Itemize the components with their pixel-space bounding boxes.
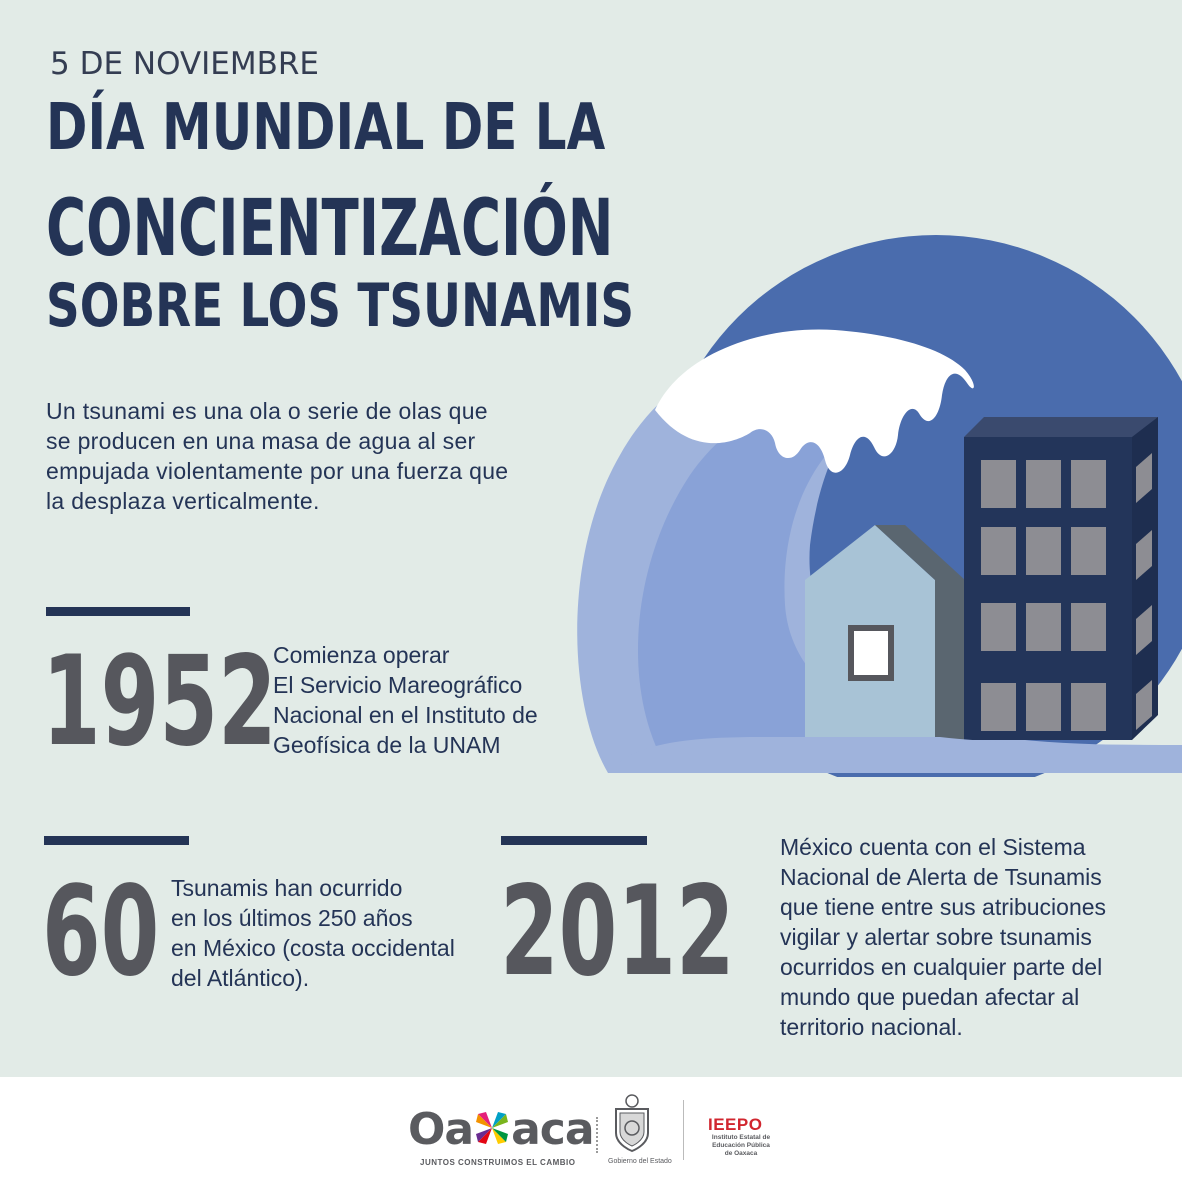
fact-2012-line: vigilar y alertar sobre tsunamis xyxy=(780,924,1092,950)
fact-1952-number: 1952 xyxy=(42,630,277,774)
footer-divider xyxy=(683,1100,684,1160)
tower-window xyxy=(1026,603,1061,651)
fact-60-line: en los últimos 250 años xyxy=(171,905,413,931)
fact-60-bar xyxy=(44,836,189,845)
shield-icon xyxy=(612,1093,652,1155)
tsunami-illustration xyxy=(560,225,1182,777)
title-line-3: SOBRE LOS TSUNAMIS xyxy=(46,271,635,341)
tower-window xyxy=(981,460,1016,508)
ieepo-line: de Oaxaca xyxy=(724,1150,758,1157)
fact-2012-line: Nacional de Alerta de Tsunamis xyxy=(780,864,1102,890)
title-line-2: CONCIENTIZACIÓN xyxy=(46,184,614,274)
ieepo-full-name xyxy=(703,1134,779,1158)
tower-window xyxy=(1026,527,1061,575)
tower-window xyxy=(1071,527,1106,575)
tower-window xyxy=(1071,683,1106,731)
fact-2012-line: ocurridos en cualquier parte del xyxy=(780,954,1103,980)
event-date: 5 DE NOVIEMBRE xyxy=(50,46,320,82)
title-line-1: DÍA MUNDIAL DE LA xyxy=(46,91,606,165)
fact-2012-line: mundo que puedan afectar al xyxy=(780,984,1080,1010)
fact-1952-line: Nacional en el Instituto de xyxy=(273,702,538,728)
logo-separator xyxy=(596,1117,600,1153)
fact-2012-bar xyxy=(501,836,647,845)
fact-2012-line: que tiene entre sus atribuciones xyxy=(780,894,1107,920)
tower-window xyxy=(981,527,1016,575)
fact-2012-number: 2012 xyxy=(500,860,735,1004)
fact-60-line: del Atlántico). xyxy=(171,965,310,991)
oaxaca-logo-prefix: Oa xyxy=(408,1104,474,1155)
oaxaca-logo-suffix: aca xyxy=(511,1104,594,1155)
fact-1952-bar xyxy=(46,607,190,616)
tower-window xyxy=(1071,603,1106,651)
fact-60-line: Tsunamis han ocurrido xyxy=(171,875,403,901)
oaxaca-x-icon xyxy=(474,1110,510,1146)
tower-window xyxy=(1026,683,1061,731)
oaxaca-logo xyxy=(408,1104,594,1155)
fact-2012-line: territorio nacional. xyxy=(780,1014,963,1040)
fact-60-number: 60 xyxy=(42,860,160,1004)
ieepo-line: Educación Pública xyxy=(712,1142,770,1149)
tower-window xyxy=(1071,460,1106,508)
fact-1952-line: El Servicio Mareográfico xyxy=(273,672,523,698)
fact-60-line: en México (costa occidental xyxy=(171,935,455,961)
gobierno-label: Gobierno del Estado xyxy=(608,1158,672,1165)
fact-2012-line: México cuenta con el Sistema xyxy=(780,834,1086,860)
tower-window xyxy=(1026,460,1061,508)
tower-window xyxy=(981,603,1016,651)
intro-paragraph: Un tsunami es una ola o serie de olas que se producen en una masa de agua al ser empujada violentamente por una fuerza que la desplaza verticalmente. xyxy=(46,398,509,514)
tower-building xyxy=(964,417,1158,740)
fact-1952-line: Comienza operar xyxy=(273,642,450,668)
ieepo-line: Instituto Estatal de xyxy=(711,1134,771,1141)
fact-60-description xyxy=(171,873,455,993)
fact-1952-line: Geofísica de la UNAM xyxy=(273,732,501,758)
fact-1952-description xyxy=(273,640,538,760)
fact-2012-description xyxy=(780,832,1106,1042)
oaxaca-tagline: JUNTOS CONSTRUIMOS EL CAMBIO xyxy=(420,1158,576,1167)
tower-window xyxy=(981,683,1016,731)
ieepo-logo: IEEPO xyxy=(708,1115,763,1134)
